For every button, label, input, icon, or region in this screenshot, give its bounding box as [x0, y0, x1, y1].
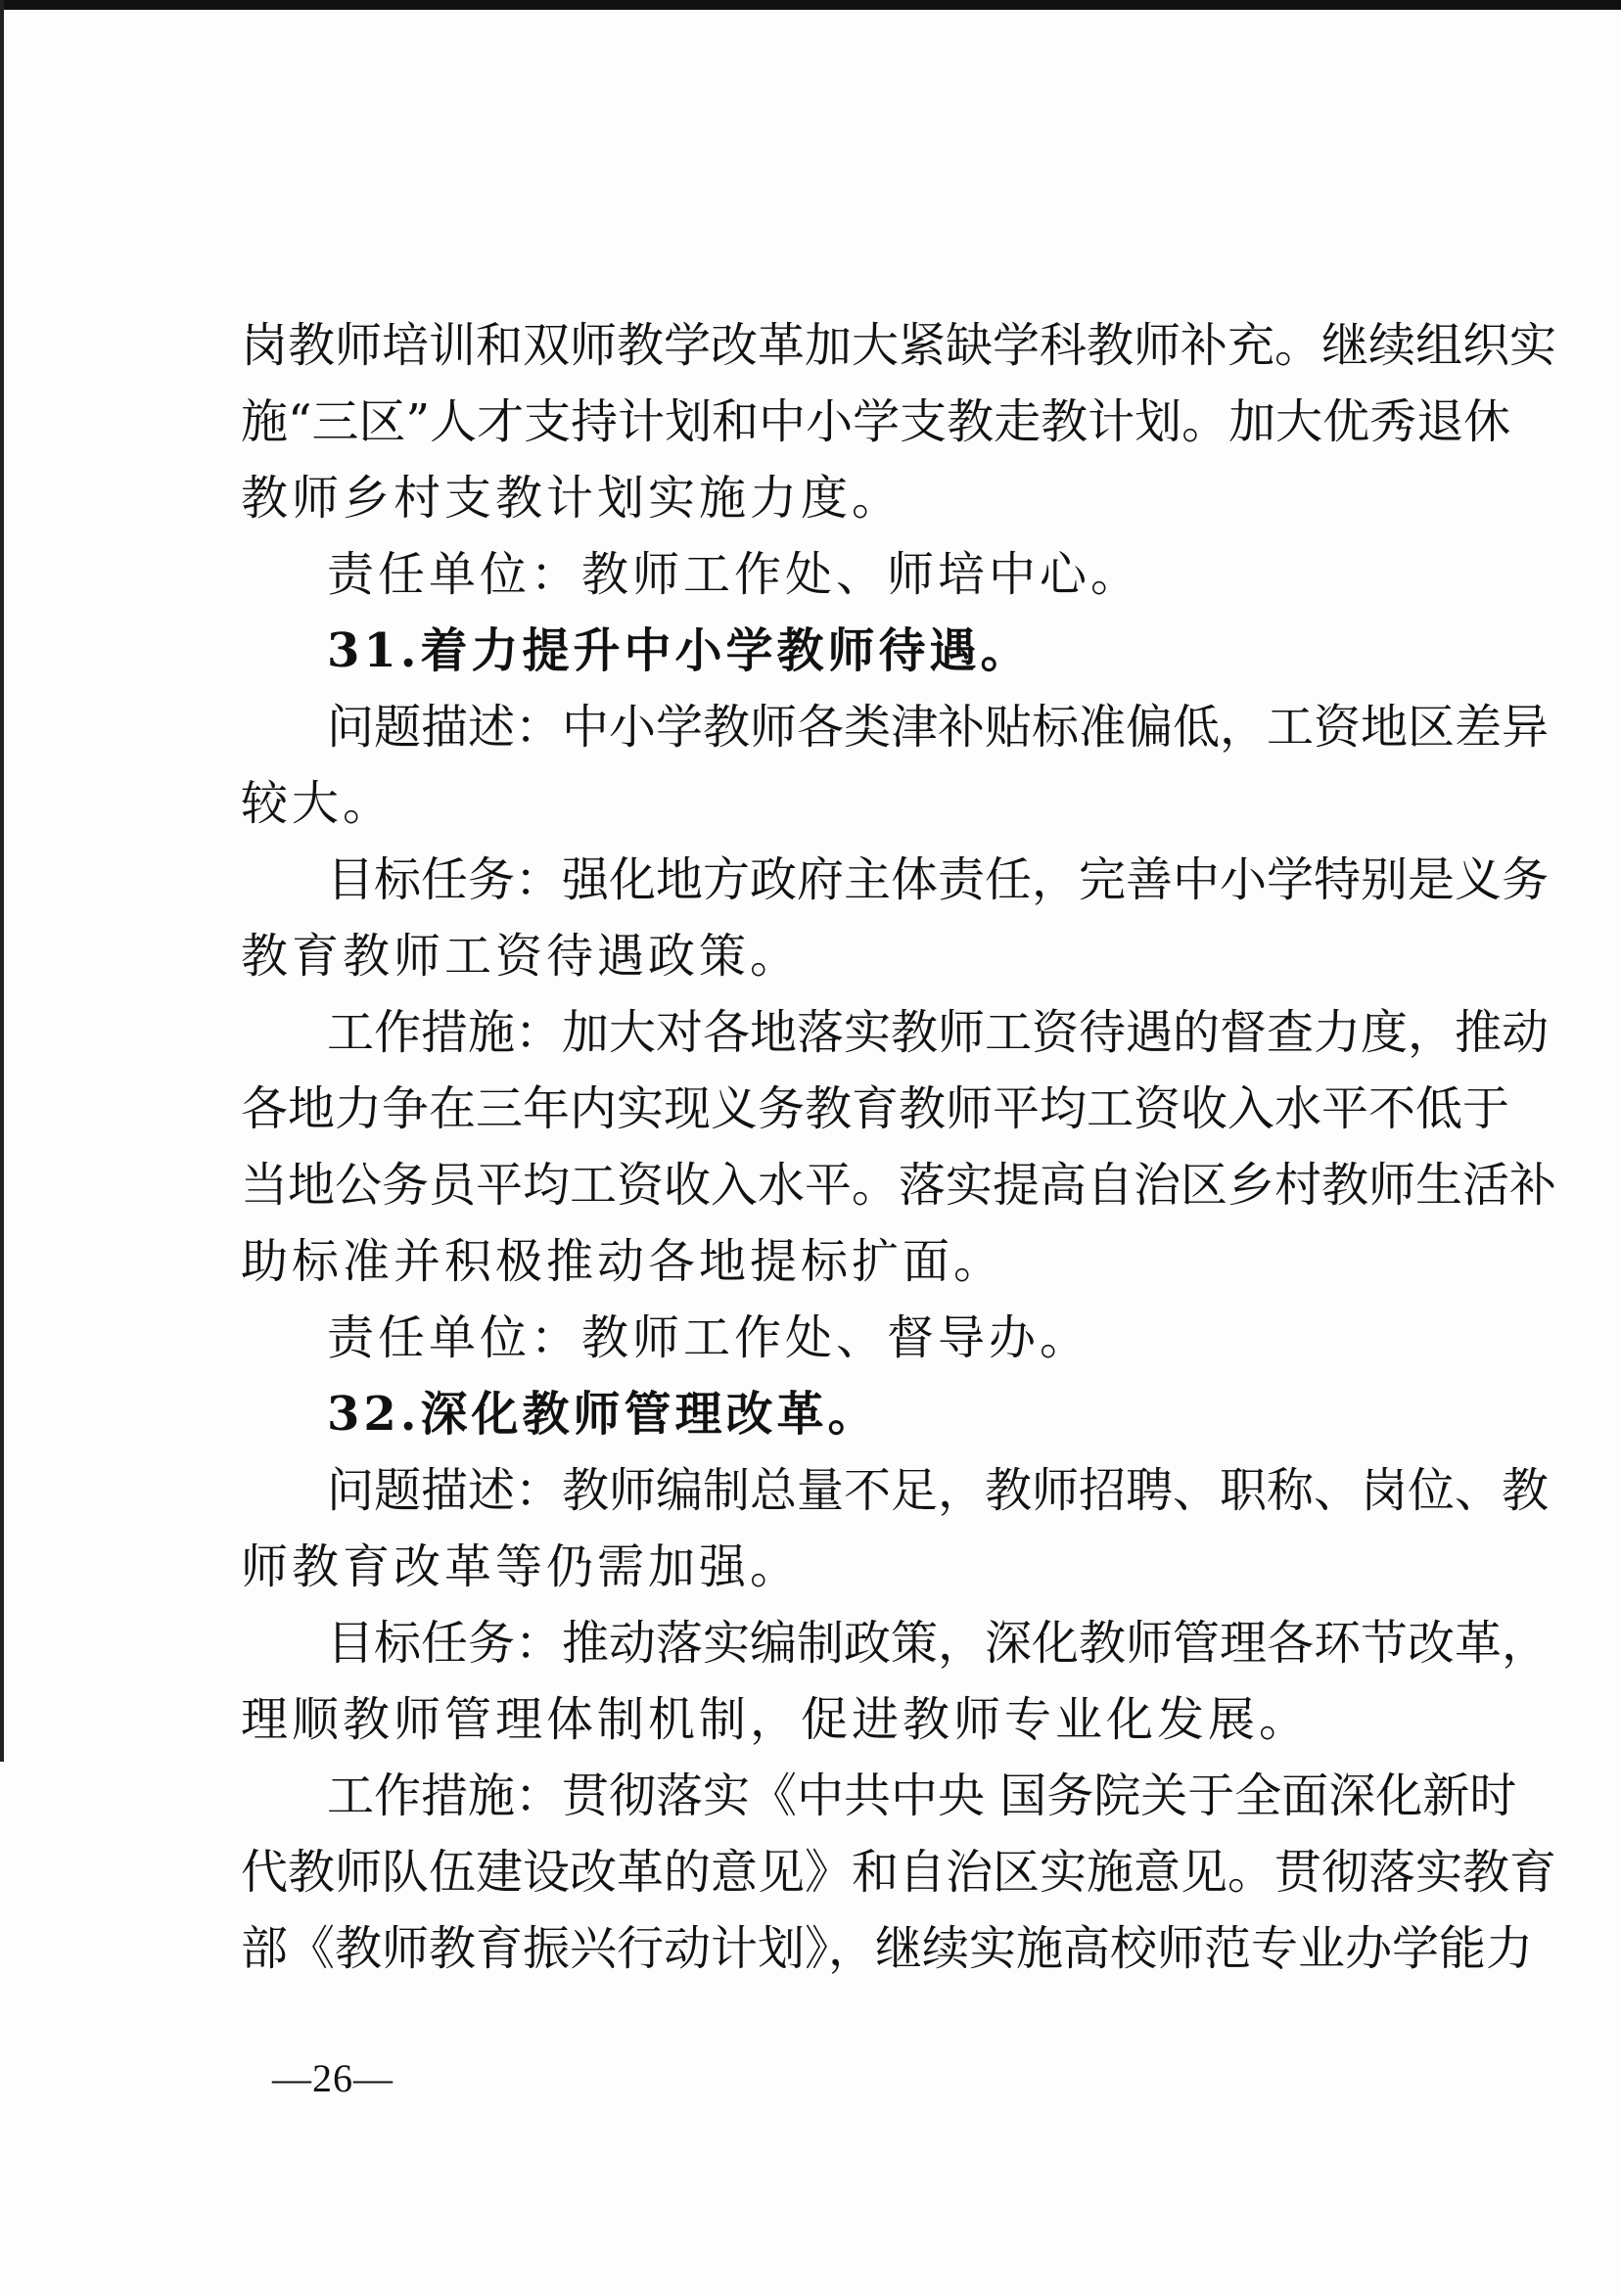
text-line: 较大。	[241, 776, 394, 831]
text-line: 师教育改革等仍需加强。	[241, 1539, 802, 1594]
text-line: 代教师队伍建设改革的意见》和自治区实施意见。贯彻落实教育	[241, 1845, 1557, 1900]
text-line: 问题描述：中小学教师各类津补贴标准偏低，工资地区差异	[327, 700, 1550, 755]
text-line: 教师乡村支教计划实施力度。	[241, 471, 903, 526]
text-line: 理顺教师管理体制机制，促进教师专业化发展。	[241, 1692, 1311, 1747]
top-scan-edge	[0, 0, 1621, 10]
text-line: 当地公务员平均工资收入水平。落实提高自治区乡村教师生活补	[241, 1158, 1557, 1213]
section-heading: 31.着力提升中小学教师待遇。	[327, 623, 1032, 678]
text-line: 部《教师教育振兴行动计划》，继续实施高校师范专业办学能力	[241, 1921, 1534, 1976]
page-number: —26—	[272, 2056, 394, 2100]
text-line: 工作措施：加大对各地落实教师工资待遇的督查力度，推动	[327, 1005, 1550, 1060]
left-scan-edge	[0, 0, 4, 1762]
text-line: 目标任务：推动落实编制政策，深化教师管理各环节改革，	[327, 1616, 1550, 1671]
section-heading: 32.深化教师管理改革。	[327, 1387, 879, 1442]
text-line: 责任单位：教师工作处、督导办。	[327, 1310, 1091, 1365]
text-line: 目标任务：强化地方政府主体责任，完善中小学特别是义务	[327, 852, 1550, 907]
text-line: 教育教师工资待遇政策。	[241, 929, 802, 984]
text-line: 施“三区”人才支持计划和中小学支教走教计划。加大优秀退休	[241, 394, 1511, 449]
text-line: 各地力争在三年内实现义务教育教师平均工资收入水平不低于	[241, 1081, 1510, 1136]
text-line: 问题描述：教师编制总量不足，教师招聘、职称、岗位、教	[327, 1463, 1550, 1518]
document-body	[241, 307, 1557, 1987]
text-line: 责任单位：教师工作处、师培中心。	[327, 547, 1142, 602]
text-line: 岗教师培训和双师教学改革加大紧缺学科教师补充。继续组织实	[241, 318, 1557, 373]
text-line: 工作措施：贯彻落实《中共中央 国务院关于全面深化新时	[327, 1768, 1517, 1823]
text-line: 助标准并积极推动各地提标扩面。	[241, 1234, 1005, 1289]
